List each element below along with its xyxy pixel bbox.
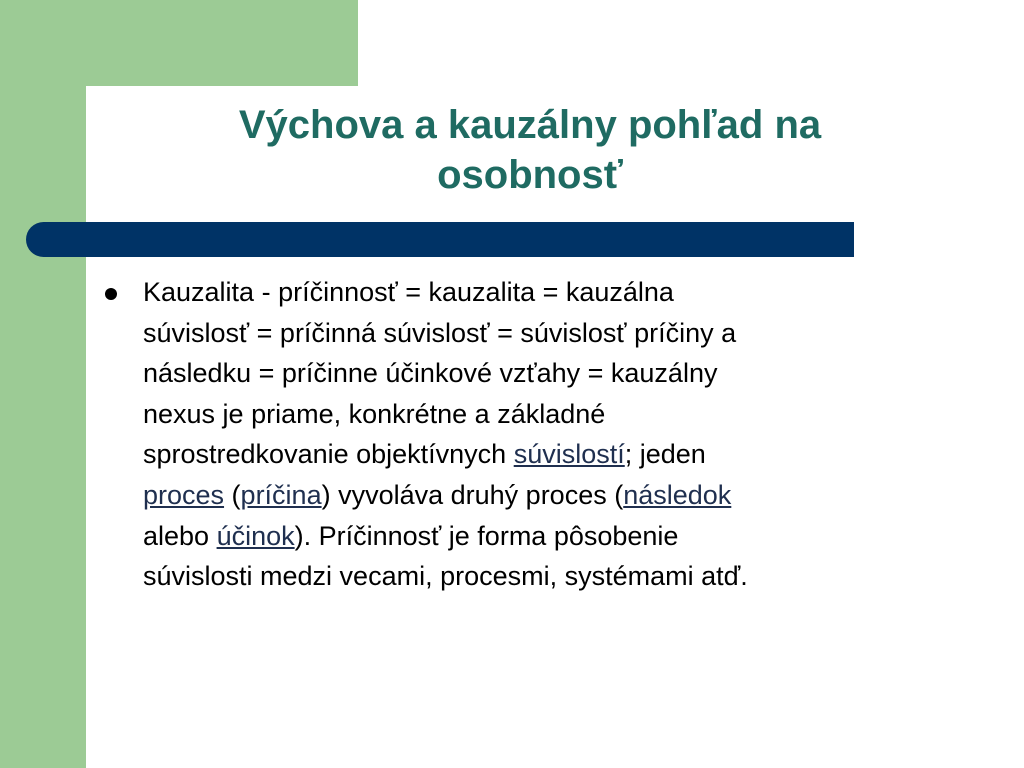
title-line-1: Výchova a kauzálny pohľad na	[238, 103, 822, 147]
link-proces[interactable]: proces	[143, 479, 225, 510]
text-line: súvislosť = príčinná súvislosť = súvislosť príčiny a	[143, 317, 737, 348]
text-line	[143, 434, 903, 475]
text-segment: ). Príčinnosť je forma pôsobenie	[294, 520, 679, 551]
text-segment: ; jeden	[624, 439, 706, 470]
bullet-text	[143, 272, 903, 597]
link-suvislosti[interactable]: súvislostí	[513, 439, 625, 470]
text-segment: ) vyvoláva druhý proces (	[321, 479, 624, 510]
text-segment: sprostredkovanie objektívnych	[143, 439, 514, 470]
title-line-2: osobnosť	[437, 153, 623, 197]
text-line: súvislosti medzi vecami, procesmi, systémami atď.	[143, 561, 748, 592]
slide-title	[130, 100, 930, 200]
text-line	[143, 475, 903, 516]
title-divider-bar	[26, 222, 854, 257]
text-line: nexus je priame, konkrétne a základné	[143, 398, 606, 429]
bullet-dot-icon	[105, 288, 117, 300]
text-line	[143, 516, 903, 557]
link-nasledok[interactable]: následok	[623, 479, 732, 510]
link-pricina[interactable]: príčina	[240, 479, 322, 510]
text-segment: alebo	[143, 520, 217, 551]
left-green-bar	[0, 0, 86, 768]
text-segment: (	[224, 479, 241, 510]
link-ucinok[interactable]: účinok	[216, 520, 295, 551]
text-line: následku = príčinne účinkové vzťahy = kauzálny	[143, 358, 718, 389]
top-green-tab	[86, 0, 358, 86]
text-line: Kauzalita - príčinnosť = kauzalita = kauzálna	[143, 277, 674, 307]
